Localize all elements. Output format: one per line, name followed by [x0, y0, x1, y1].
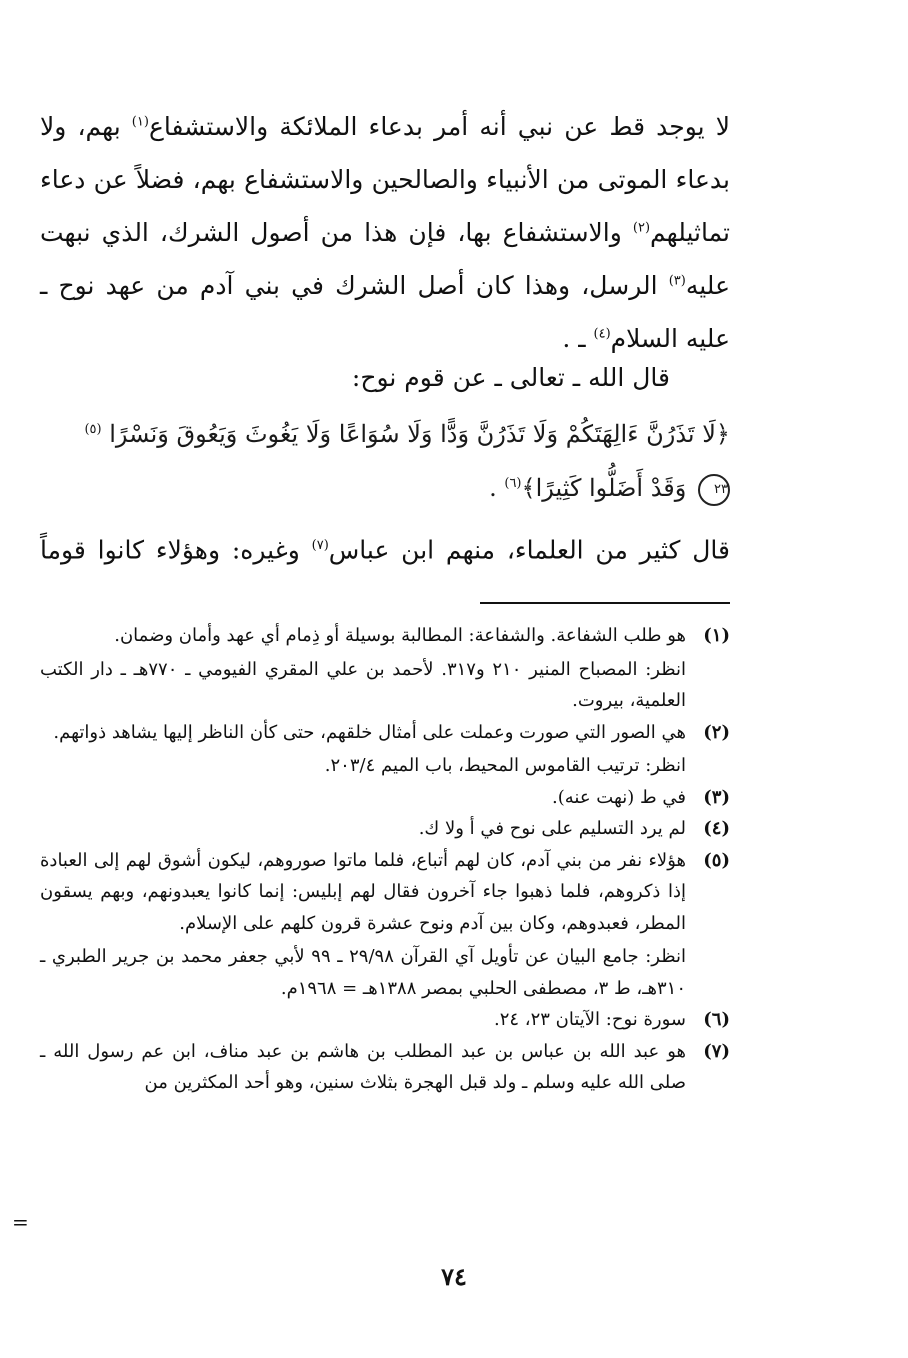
footnote-text: هو عبد الله بن عباس بن عبد المطلب بن هاشم بن عبد مناف، ابن عم رسول الله ـ صلى الله عليه وسلم ـ ولد قبل الهجرة بثلاث سنين، وهو أحد المكثرين من	[40, 1040, 686, 1093]
footnote-text: لم يرد التسليم على نوح في أ ولا ك.	[418, 818, 686, 839]
footnote-ref-4[interactable]: (٤)	[593, 326, 611, 342]
main-paragraph-2	[40, 526, 730, 570]
footnote-source: انظر: ترتيب القاموس المحيط، باب الميم ٢٠٣/٤.	[324, 755, 686, 776]
footnote-ref-7[interactable]: (٧)	[311, 538, 329, 553]
footnote-number: (٢)	[703, 721, 730, 743]
footnote-number: (٤)	[703, 818, 730, 839]
footnote-number: (١)	[703, 625, 730, 646]
main2-text-a: قال كثير من العلماء، منهم ابن عباس	[328, 535, 730, 565]
footnote-ref-2[interactable]: (٢)	[632, 220, 651, 236]
footnote-4	[40, 813, 730, 845]
footnote-divider	[480, 602, 730, 604]
footnote-1	[40, 620, 730, 717]
footnote-3	[40, 782, 730, 814]
footnote-text: هؤلاء نفر من بني آدم، كان لهم أتباع، فلما ماتوا صوروهم، ليكون أشوق لهم إلى العبادة إذا ذكروهم، فلما ذهبوا جاء آخرون فقال لهم إبليس: إنما كانوا يعبدونهم، وبهم يسقون المطر، فعبدوهم، وكان بين آدم ونوح عشرة قرون كلهم على الإسلام.	[40, 849, 686, 934]
quran-verse	[40, 405, 730, 513]
footnote-2	[40, 717, 730, 782]
footnote-number: (٦)	[703, 1009, 730, 1030]
footnote-ref-3[interactable]: (٣)	[668, 273, 686, 289]
footnote-text: هي الصور التي صورت وعملت على أمثال خلقهم، حتى كأن الناظر إليها يشاهد ذواتهم.	[53, 721, 686, 743]
quran-text-a: ﴿لَا تَذَرُنَّ ءَالِهَتَكُمْ وَلَا تَذَرُنَّ وَدًّا وَلَا سُوَاعًا وَلَا يَغُوثَ وَيَعُوقَ وَنَسْرًا	[109, 420, 730, 448]
footnote-7	[40, 1036, 730, 1099]
quran-text-b: وَقَدْ أَضَلُّوا كَثِيرًا﴾	[521, 474, 687, 502]
footnote-ref-5[interactable]: (٥)	[84, 422, 102, 437]
footnote-source: انظر: المصباح المنير ٢١٠ و٣١٧. لأحمد بن علي المقري الفيومي ـ ٧٧٠هـ ـ دار الكتب العلمية، بيروت.	[40, 658, 686, 711]
footnote-source: انظر: جامع البيان عن تأويل آي القرآن ٢٩/٩٨ ـ ٩٩ لأبي جعفر محمد بن جرير الطبري ـ ٣١٠هـ، ط ٣، مصطفى الحلبي بمصر ١٣٨٨هـ = ١٩٦٨م.	[40, 946, 686, 999]
footnotes	[40, 620, 730, 1099]
page-number: ٧٤	[441, 1262, 467, 1291]
quran-end: .	[489, 474, 497, 502]
main-text-b: بهم، ولا بدعاء الموتى من الأنبياء والصالحين والاستشفاع بهم، فضلاً عن دعاء تماثيلهم	[40, 112, 730, 247]
main-text-d: الرسل، وهذا كان أصل الشرك في بني آدم من عهد نوح ـ عليه السلام	[40, 271, 730, 353]
footnote-number: (٥)	[703, 849, 730, 871]
footnote-5	[40, 845, 730, 1005]
footnote-text: سورة نوح: الآيتان ٢٣، ٢٤.	[493, 1009, 686, 1030]
footnote-number: (٧)	[703, 1040, 730, 1062]
main2-text-b: وغيره: وهؤلاء كانوا قوماً	[40, 535, 300, 565]
footnote-text: هو طلب الشفاعة. والشفاعة: المطالبة بوسيلة أو ذِمام أي عهد وأمان وضمان.	[114, 625, 686, 646]
main-text-c: والاستشفاع بها، فإن هذا من أصول الشرك، الذي نبهت عليه	[40, 218, 730, 300]
main-text-e: ـ .	[562, 324, 586, 353]
main-paragraph	[40, 100, 730, 365]
footnote-text: في ط (نهت عنه).	[552, 786, 686, 808]
footnote-6	[40, 1004, 730, 1036]
ayah-number-icon: ٢٣	[698, 474, 730, 506]
footnote-ref-6[interactable]: (٦)	[504, 476, 522, 491]
main-text-a: لا يوجد قط عن نبي أنه أمر بدعاء الملائكة والاستشفاع	[148, 112, 730, 141]
continuation-mark: =	[12, 1210, 29, 1234]
quote-intro: قال الله ـ تعالى ـ عن قوم نوح:	[351, 363, 670, 392]
footnote-ref-1[interactable]: (١)	[131, 114, 149, 130]
footnote-number: (٣)	[703, 786, 730, 808]
